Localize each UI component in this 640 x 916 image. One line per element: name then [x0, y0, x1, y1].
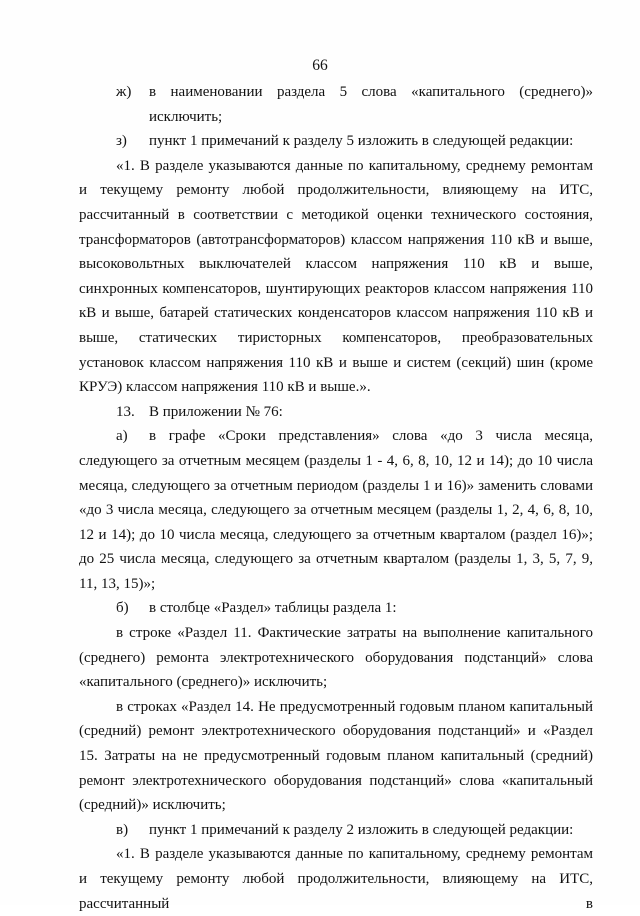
item-marker: з)	[116, 133, 127, 150]
item-text: в столбце «Раздел» таблицы раздела 1:	[149, 600, 397, 617]
row-11-paragraph: в строке «Раздел 11. Фактические затраты на выполнение капитального (среднего) ремонта электротехнического оборудования подстанций» слова «капитального (среднего)» исключить;	[79, 625, 593, 691]
item-text: пункт 1 примечаний к разделу 2 изложить в следующей редакции:	[149, 821, 574, 838]
document-body	[79, 80, 593, 916]
page-number: 66	[312, 57, 328, 74]
item-text: пункт 1 примечаний к разделу 5 изложить в следующей редакции:	[149, 133, 574, 150]
quoted-paragraph-2: «1. В разделе указываются данные по капитальному, среднему ремонтам и текущему ремонту любой продолжительности, влияющему на ИТС, рассчитанный в	[79, 846, 593, 912]
item-marker: б)	[116, 600, 129, 617]
item-marker: а)	[116, 428, 128, 445]
quoted-paragraph-1: «1. В разделе указываются данные по капитальному, среднему ремонтам и текущему ремонту любой продолжительности, влияющему на ИТС, рассчитанный в соответствии с методикой оценки технического состояния, трансформаторов (автотрансформаторов) классом напряжения 110 кВ и выше, высоковольтных выключателей классом напряжения 110 кВ и выше, синхронных компенсаторов, шунтирующих реакторов классом напряжения 110 кВ и выше, батарей статических конденсаторов классом напряжения 110 кВ и выше, статических тиристорных компенсаторов, преобразовательных установок классом напряжения 110 кВ и выше и систем (секций) шин (кроме КРУЭ) классом напряжения 110 кВ и выше.».	[79, 157, 593, 396]
item-marker: 13.	[116, 403, 135, 420]
list-item-z	[79, 129, 593, 154]
item-marker: ж)	[116, 84, 132, 100]
rows-14-15-paragraph: в строках «Раздел 14. Не предусмотренный годовым планом капитальный (средний) ремонт электротехнического оборудования подстанций» и «Раздел 15. Затраты на не предусмотренный годовым планом капитальный (средний) ремонт электротехнического оборудования подстанций» слова «капитальный (средний)» исключить;	[79, 698, 593, 814]
list-item-b	[79, 596, 593, 621]
item-text: в графе «Сроки представления» слова «до 3 числа месяца, следующего за отчетным месяцем (разделы 1 - 4, 6, 8, 10, 12 и 14); до 10 числа месяца, следующего за отчетным периодом (разделы 1 и 16)» заменить словами «до 3 числа месяца, следующего за отчетным месяцем (разделы 1, 2, 4, 6, 8, 10, 12 и 14); до 10 числа месяца, следующего за отчетным кварталом (раздел 16)»; до 25 числа месяца, следующего за отчетным кварталом (разделы 1, 3, 5, 7, 9, 11, 13, 15)»;	[79, 428, 593, 592]
item-marker: в)	[116, 821, 129, 838]
item-text: в наименовании раздела 5 слова «капитального (среднего)» исключить;	[149, 84, 593, 125]
list-item-a	[79, 424, 593, 596]
list-item-v	[79, 818, 593, 843]
section-13-heading	[79, 400, 593, 425]
list-item-zh	[79, 80, 593, 129]
item-text: В приложении № 76:	[149, 403, 283, 420]
